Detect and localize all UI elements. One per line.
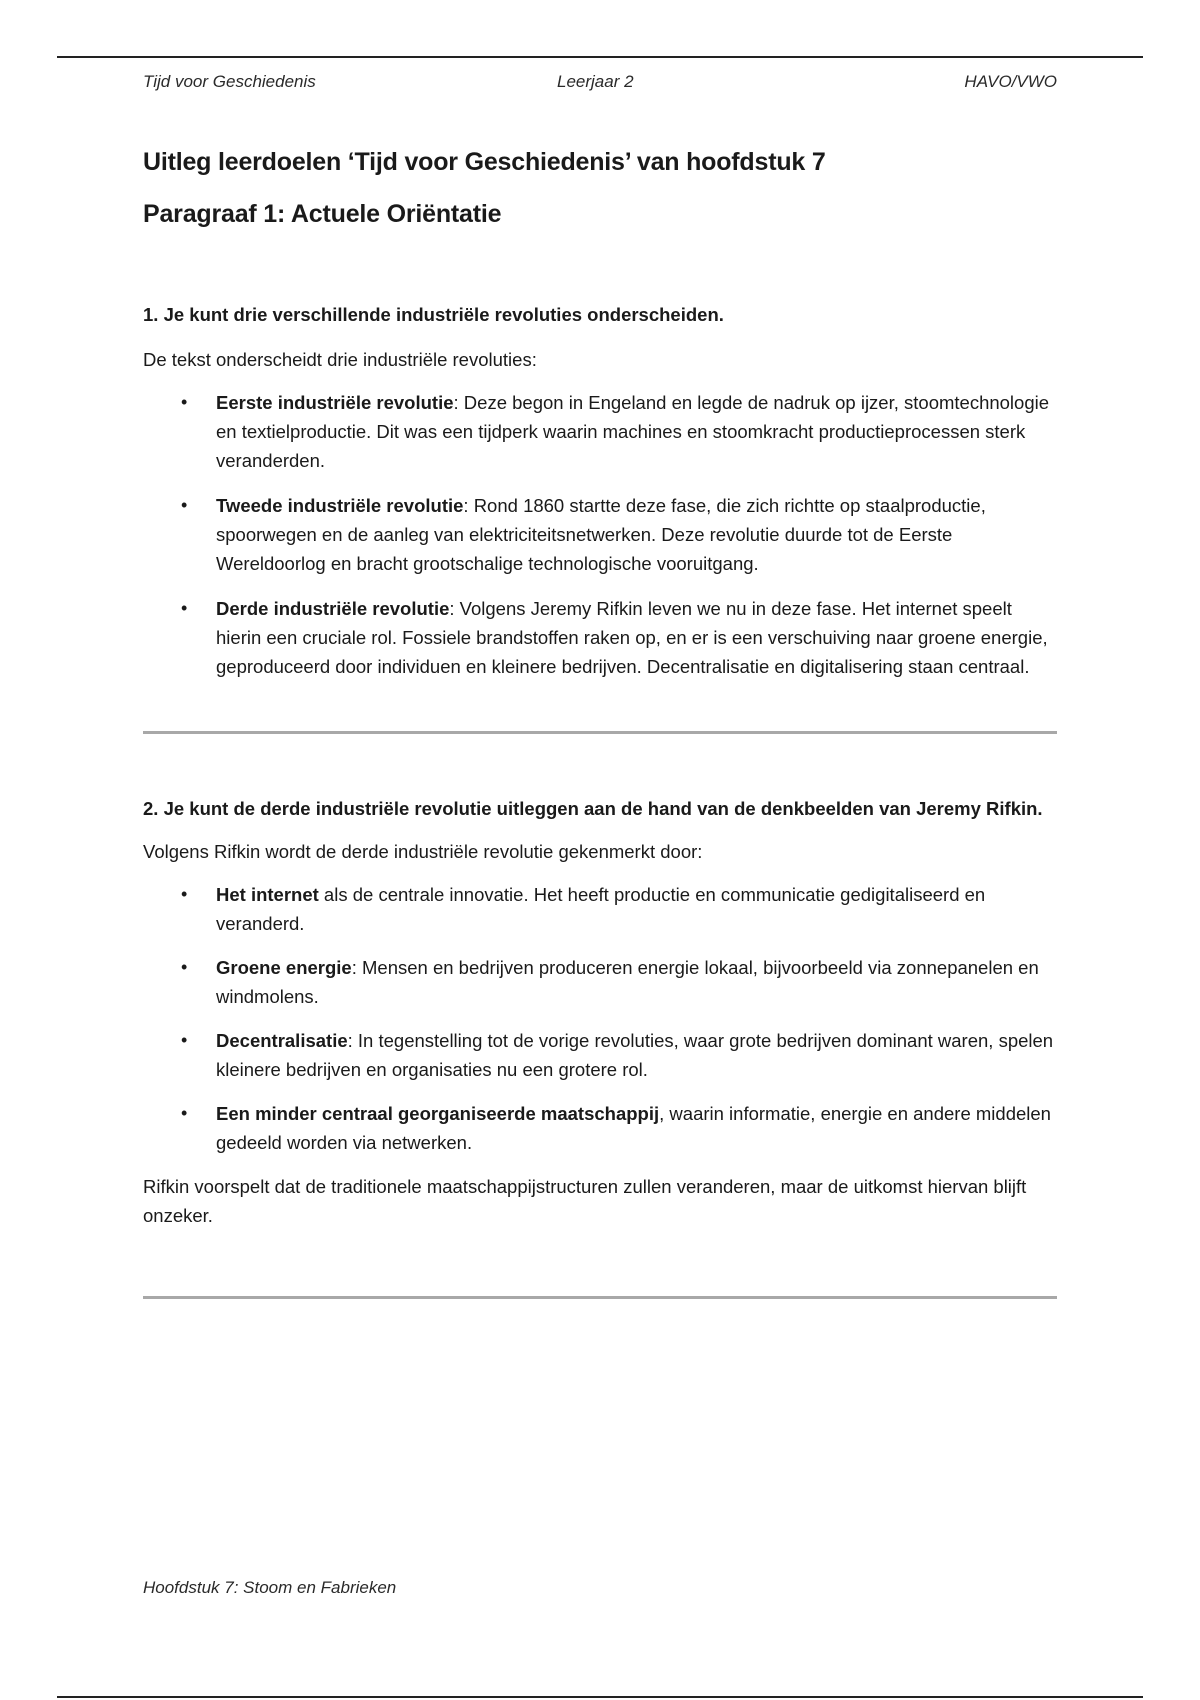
- list-item-term: Het internet: [216, 884, 319, 905]
- list-item-term: Derde industriële revolutie: [216, 598, 450, 619]
- bullet-icon: •: [181, 598, 188, 618]
- list-item-text: : Volgens Jeremy Rifkin leven we nu in deze fase. Het internet speelt hierin een cruciale rol. Fossiele brandstoffen raken op, en er is een verschuiving naar groene energie, geproduceerd door individuen en kleinere bedrijven. Decentralisatie en digitalisering staan centraal.: [216, 598, 1048, 677]
- paragraph-title: Paragraaf 1: Actuele Oriëntatie: [143, 200, 502, 228]
- page-footer: Hoofdstuk 7: Stoom en Fabrieken: [143, 1578, 397, 1597]
- list-item-text: : Deze begon in Engeland en legde de nadruk op ijzer, stoomtechnologie en textielproductie. Dit was een tijdperk waarin machines en stoomkracht productieprocessen sterk veranderden.: [216, 392, 1050, 471]
- list-item-term: Een minder centraal georganiseerde maatschappij: [216, 1103, 660, 1124]
- list-item-text: als de centrale innovatie. Het heeft productie en communicatie gedigitaliseerd en veranderd.: [216, 884, 986, 934]
- list-item: [143, 1026, 1057, 1084]
- header-right: HAVO/VWO: [964, 72, 1057, 91]
- list-item-term: Tweede industriële revolutie: [216, 495, 464, 516]
- goal-2-intro: Volgens Rifkin wordt de derde industriële revolutie gekenmerkt door:: [143, 841, 703, 862]
- goal-2-heading: 2. Je kunt de derde industriële revolutie uitleggen aan de hand van de denkbeelden van Jeremy Rifkin.: [143, 798, 1043, 819]
- bullet-icon: •: [181, 1103, 188, 1123]
- list-item-term: Eerste industriële revolutie: [216, 392, 454, 413]
- page-header: [143, 72, 1057, 96]
- list-item-term: Groene energie: [216, 957, 352, 978]
- list-item: [143, 880, 1057, 938]
- goal-1-heading: 1. Je kunt drie verschillende industriële revoluties onderscheiden.: [143, 304, 724, 325]
- document-title: Uitleg leerdoelen ‘Tijd voor Geschiedenis’ van hoofdstuk 7: [143, 148, 826, 176]
- bullet-icon: •: [181, 495, 188, 515]
- list-item-term: Decentralisatie: [216, 1030, 348, 1051]
- bullet-icon: •: [181, 392, 188, 412]
- learning-goal-1: [143, 300, 1057, 681]
- bullet-icon: •: [181, 884, 188, 904]
- goal-1-list: [143, 388, 1057, 681]
- list-item: [143, 491, 1057, 578]
- section-divider: [143, 1296, 1057, 1299]
- list-item-text: : Rond 1860 startte deze fase, die zich richtte op staalproductie, spoorwegen en de aanleg van elektriciteitsnetwerken. Deze revolutie duurde tot de Eerste Wereldoorlog en bracht grootschalige technologische vooruitgang.: [216, 495, 986, 574]
- bottom-rule: [57, 1696, 1143, 1698]
- list-item: [143, 594, 1057, 681]
- list-item: [143, 388, 1057, 475]
- list-item-text: : In tegenstelling tot de vorige revoluties, waar grote bedrijven dominant waren, spelen kleinere bedrijven en organisaties nu een grotere rol.: [216, 1030, 1054, 1080]
- section-divider: [143, 731, 1057, 734]
- list-item-text: , waarin informatie, energie en andere middelen gedeeld worden via netwerken.: [216, 1103, 1051, 1153]
- header-center: Leerjaar 2: [557, 72, 634, 91]
- goal-1-intro: De tekst onderscheidt drie industriële revoluties:: [143, 349, 537, 370]
- list-item: [143, 953, 1057, 1011]
- learning-goal-2: [143, 794, 1057, 1230]
- header-left: Tijd voor Geschiedenis: [143, 72, 316, 91]
- page-content: [143, 142, 1057, 1299]
- list-item-text: : Mensen en bedrijven produceren energie lokaal, bijvoorbeeld via zonnepanelen en windmolens.: [216, 957, 1039, 1007]
- bullet-icon: •: [181, 1030, 188, 1050]
- goal-2-conclusion: Rifkin voorspelt dat de traditionele maatschappijstructuren zullen veranderen, maar de uitkomst hiervan blijft onzeker.: [143, 1176, 1027, 1226]
- bullet-icon: •: [181, 957, 188, 977]
- top-rule: [57, 56, 1143, 58]
- list-item: [143, 1099, 1057, 1157]
- goal-2-list: [143, 880, 1057, 1157]
